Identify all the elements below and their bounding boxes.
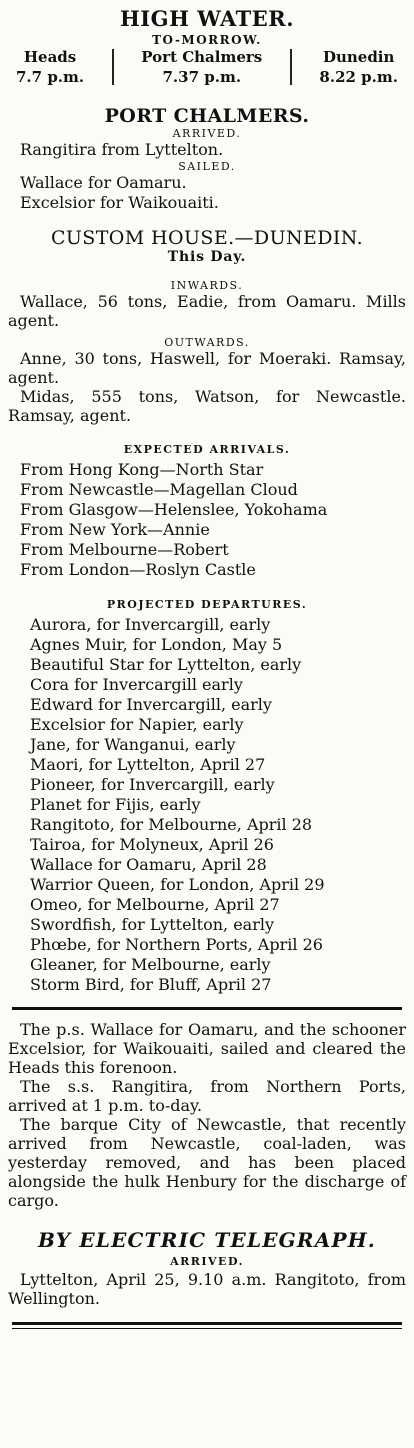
projected-departures-title: PROJECTED DEPARTURES. (106, 598, 308, 611)
list-item: From Hong Kong—North Star (20, 460, 264, 479)
sailed-label: SAILED. (178, 160, 236, 173)
sailing-line: Excelsior for Waikouaiti. (20, 193, 219, 212)
list-item: Jane, for Wanganui, early (30, 735, 236, 754)
tide-time: 7.7 p.m. (16, 68, 85, 86)
list-item: Gleaner, for Melbourne, early (30, 955, 271, 974)
port-chalmers-title: PORT CHALMERS. (104, 105, 310, 127)
list-item: From London—Roslyn Castle (20, 560, 256, 579)
sailing-line: Wallace for Oamaru. (20, 173, 187, 192)
list-item: Warrior Queen, for London, April 29 (30, 875, 325, 894)
shipping-notes (8, 1020, 406, 1210)
list-item: From Newcastle—Magellan Cloud (20, 480, 298, 499)
news-paragraph: The s.s. Rangitira, from Northern Ports, arrived at 1 p.m. to-day. (8, 1077, 406, 1115)
tide-divider (290, 49, 292, 85)
list-item: Pioneer, for Invercargill, early (30, 775, 275, 794)
telegraph-entry: Lyttelton, April 25, 9.10 a.m. Rangitoto, from Wellington. (8, 1270, 406, 1308)
list-item: Wallace for Oamaru, April 28 (30, 855, 267, 874)
list-item: Cora for Invercargill early (30, 675, 243, 694)
list-item: Maori, for Lyttelton, April 27 (30, 755, 266, 774)
arrived-label: ARRIVED. (172, 127, 242, 140)
list-item: Omeo, for Melbourne, April 27 (30, 895, 280, 914)
news-paragraph: The p.s. Wallace for Oamaru, and the schooner Excelsior, for Waikouaiti, sailed and cleared the Heads this forenoon. (8, 1020, 406, 1077)
tide-place: Heads (23, 48, 77, 66)
tide-time: 7.37 p.m. (162, 68, 242, 86)
high-water-subtitle: TO-MORROW. (152, 33, 262, 47)
inwards-label: INWARDS. (170, 279, 244, 292)
list-item: Storm Bird, for Bluff, April 27 (30, 975, 272, 994)
list-item: Beautiful Star for Lyttelton, early (30, 655, 302, 674)
custom-house-subtitle: This Day. (167, 249, 247, 265)
tide-col-port-chalmers (141, 47, 262, 87)
list-item: From Glasgow—Helenslee, Yokohama (20, 500, 328, 519)
tide-table (16, 47, 398, 87)
list-item: Tairoa, for Molyneux, April 26 (30, 835, 274, 854)
list-item: Rangitoto, for Melbourne, April 28 (30, 815, 313, 834)
expected-arrivals-title: EXPECTED ARRIVALS. (123, 443, 291, 456)
list-item: Edward for Invercargill, early (30, 695, 272, 714)
tide-time: 8.22 p.m. (319, 68, 398, 86)
list-item: Swordfish, for Lyttelton, early (30, 915, 275, 934)
bottom-rule-thin (12, 1328, 402, 1329)
list-item: From New York—Annie (20, 520, 210, 539)
high-water-title: HIGH WATER. (119, 6, 295, 31)
telegraph-arrived-label: ARRIVED. (170, 1255, 244, 1268)
bottom-rule (12, 1322, 402, 1325)
list-item: Planet for Fijis, early (30, 795, 201, 814)
list-item: Excelsior for Napier, early (30, 715, 244, 734)
tide-divider (112, 49, 114, 85)
expected-arrivals-list (8, 460, 406, 580)
inwards-entry: Wallace, 56 tons, Eadie, from Oamaru. Mills agent. (8, 292, 406, 330)
list-item: Aurora, for Invercargill, early (30, 615, 271, 634)
projected-departures-list (8, 615, 406, 995)
tide-col-heads (16, 47, 84, 87)
outwards-entry: Midas, 555 tons, Watson, for Newcastle. Ramsay, agent. (8, 387, 406, 425)
list-item: Phœbe, for Northern Ports, April 26 (30, 935, 323, 954)
outwards-entry: Anne, 30 tons, Haswell, for Moeraki. Ramsay, agent. (8, 349, 406, 387)
tide-col-dunedin (319, 47, 398, 87)
outwards-label: OUTWARDS. (164, 336, 250, 349)
tide-place: Dunedin (322, 48, 395, 66)
tide-place: Port Chalmers (141, 48, 263, 66)
custom-house-title: CUSTOM HOUSE.—DUNEDIN. (50, 227, 364, 249)
list-item: From Melbourne—Robert (20, 540, 229, 559)
news-paragraph: The barque City of Newcastle, that recently arrived from Newcastle, coal-laden, was yesterday removed, and has been placed alongside the hulk Henbury for the discharge of cargo. (8, 1115, 406, 1210)
telegraph-title: BY ELECTRIC TELEGRAPH. (38, 1228, 376, 1252)
list-item: Agnes Muir, for London, May 5 (30, 635, 283, 654)
arrival-line: Rangitira from Lyttelton. (20, 140, 224, 159)
